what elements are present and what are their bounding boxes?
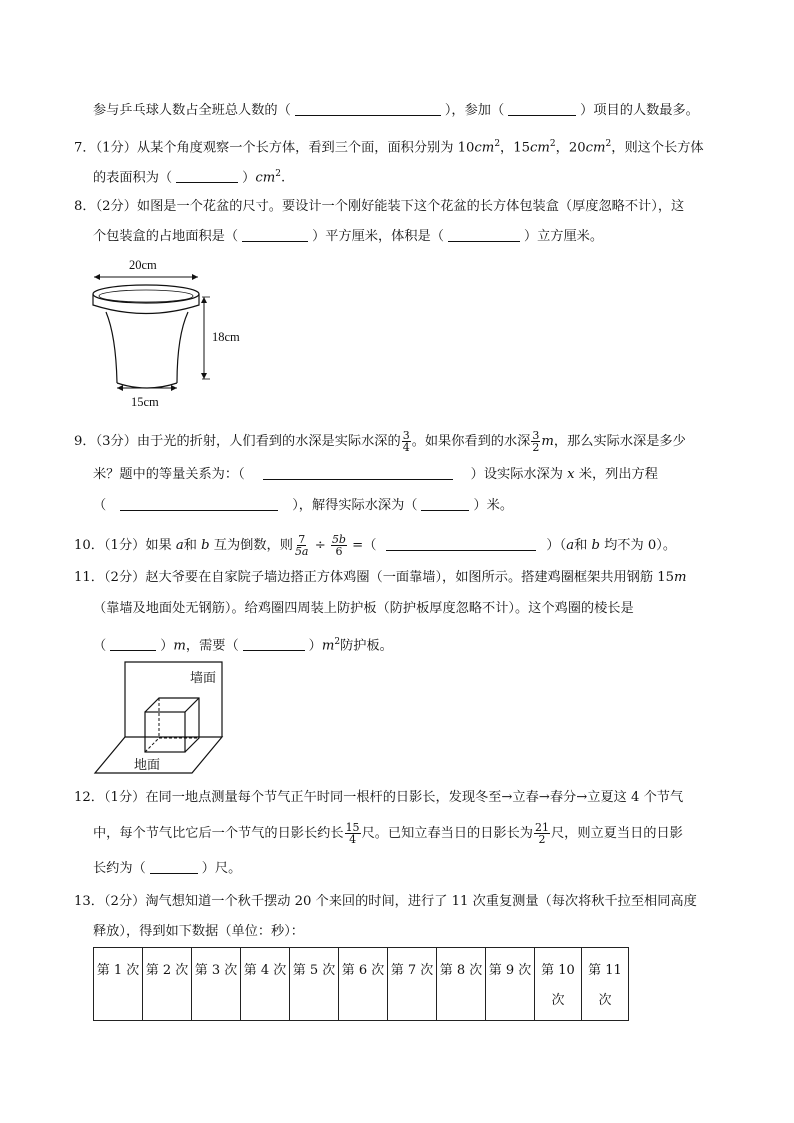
q11-text: （ <box>93 638 107 654</box>
q6-tail-line <box>93 101 699 121</box>
q8-blank-2[interactable] <box>448 228 520 242</box>
q7-line-2: 的表面积为（ ）$cm^2$. <box>93 169 286 186</box>
q7-line-1: 7．（1分）从某个角度观察一个长方体，看到三个面，面积分别为 $10cm^2$，$15cm^2$，$20cm^2$，则这个长方体 <box>74 139 704 156</box>
q7-text: ，15 <box>500 140 531 156</box>
measurement-table <box>93 947 629 1021</box>
q7-text: 的表面积为（ <box>93 170 173 186</box>
label-wall: 墙面 <box>190 670 217 685</box>
q7-text: ，则这个长方体 <box>611 140 704 156</box>
q9-text: ）设实际水深为 <box>470 467 568 482</box>
table-header-cell: 第 3 次 <box>192 948 241 1021</box>
q9-text: 。如果你看到的水深 <box>411 434 531 449</box>
table-header-cell: 第 8 次 <box>437 948 486 1021</box>
q9-line-1 <box>74 430 686 453</box>
q12-text: 尺，则立夏当日的日影 <box>551 826 683 841</box>
q10-text: ）（ <box>546 538 567 553</box>
q9-blank-2[interactable] <box>120 497 278 511</box>
divide-sign: ÷ <box>310 538 330 553</box>
q7-blank[interactable] <box>176 169 238 183</box>
q11-text: ，需要（ <box>185 638 239 654</box>
label-20cm: 20cm <box>129 258 157 272</box>
q10-text: =（ <box>347 538 377 553</box>
q11-line-3: （ ）m，需要（ ）$m^2$防护板。 <box>93 637 393 654</box>
q9-text: ）米。 <box>473 498 514 513</box>
q9-text: 米，列出方程 <box>574 467 658 482</box>
unit-cm: cm <box>255 170 276 186</box>
var-b: b <box>591 538 600 553</box>
table-header-cell: 第 6 次 <box>339 948 388 1021</box>
fraction-3-4: $\frac{3}{4}$ <box>402 429 410 454</box>
q12-text: 长约为（ <box>93 861 146 876</box>
q12-text: 中，每个节气比它后一个节气的日影长约长 <box>93 826 344 841</box>
q8-line-2 <box>93 227 603 247</box>
q8-text: ）立方厘米。 <box>523 229 604 244</box>
fraction-15-4: $\frac{15}{4}$ <box>345 821 360 846</box>
q7-text: ） <box>242 170 256 186</box>
q11-line-2: （靠墙及地面处无钢筋）。给鸡圈四周装上防护板（防护板厚度忽略不计）。这个鸡圈的棱长是 <box>93 601 634 616</box>
q9-text: （ <box>93 498 107 513</box>
q7-text: ，20 <box>555 140 586 156</box>
q9-line-3 <box>93 496 513 516</box>
var-m: m <box>541 434 554 449</box>
q10-blank[interactable] <box>386 537 536 551</box>
q6-blank-2[interactable] <box>508 102 576 116</box>
table-header-cell: 第 2 次 <box>143 948 192 1021</box>
table-header-cell: 第 11 次 <box>582 948 629 1021</box>
unit-cm: cm <box>585 140 606 156</box>
q12-text: 尺。已知立春当日的日影长为 <box>361 826 533 841</box>
label-18cm: 18cm <box>212 330 240 344</box>
var-a: a <box>566 538 575 553</box>
q11-blank-2[interactable] <box>243 637 305 651</box>
q6-blank-1[interactable] <box>295 102 441 116</box>
q10-text: 10．（1分）如果 <box>74 538 176 553</box>
q12-line-1: 12．（1分）在同一地点测量每个节气正午时同一根杆的日影长，发现冬至→立春→春分→立夏这 4 个节气 <box>74 790 684 805</box>
unit-cm: cm <box>530 140 550 156</box>
table-header-cell: 第 10 次 <box>535 948 582 1021</box>
q10-text: 均不为 0）。 <box>599 538 677 553</box>
q9-text: ），解得实际水深为（ <box>292 498 418 513</box>
q10-text: 互为倒数，则 <box>209 538 293 553</box>
fraction-5b-6: $\frac{5b}{6}$ <box>331 533 346 558</box>
table-header-cell: 第 5 次 <box>290 948 339 1021</box>
table-row <box>94 948 629 1021</box>
q12-line-2 <box>93 822 683 845</box>
q10-line <box>74 534 676 557</box>
var-a: a <box>175 538 184 553</box>
q9-blank-1[interactable] <box>263 466 453 480</box>
pot-rim <box>93 285 199 303</box>
table-header-cell: 第 9 次 <box>486 948 535 1021</box>
q12-blank[interactable] <box>150 860 198 874</box>
q6-text: ），参加（ <box>444 103 505 118</box>
var-x: x <box>567 467 575 482</box>
q9-line-2 <box>93 465 658 485</box>
var-b: b <box>201 538 210 553</box>
table-header-cell: 第 4 次 <box>241 948 290 1021</box>
table-header-cell: 第 1 次 <box>94 948 143 1021</box>
q11-text: 防护板。 <box>340 638 393 654</box>
q11-text: ） <box>160 638 174 654</box>
q13-line-2: 释放），得到如下数据（单位：秒）： <box>93 924 304 939</box>
table-header-cell: 第 7 次 <box>388 948 437 1021</box>
unit-m: m <box>674 570 687 585</box>
q8-line-1: 8．（2分）如图是一个花盆的尺寸。要设计一个刚好能装下这个花盆的长方体包装盒（厚度忽略不计），这 <box>74 199 685 214</box>
q8-text: 个包装盒的占地面积是（ <box>93 229 239 244</box>
q8-blank-1[interactable] <box>242 228 308 242</box>
q10-text: 和 <box>183 538 202 553</box>
unit-cm: cm <box>474 140 495 156</box>
q11-text: ） <box>308 638 322 654</box>
q7-text: 7．（1分）从某个角度观察一个长方体，看到三个面，面积分别为 10 <box>74 140 475 156</box>
q9-text: 米？题中的等量关系为：（ <box>93 467 245 482</box>
q12-text: ）尺。 <box>201 861 242 876</box>
q11-text: 11．（2分）赵大爷要在自家院子墙边搭正方体鸡圈（一面靠墙），如图所示。搭建鸡圈框架共用钢筋 15 <box>74 570 675 585</box>
q9-blank-3[interactable] <box>421 497 469 511</box>
q12-line-3 <box>93 859 241 879</box>
fraction-3-2: $\frac{3}{2}$ <box>532 429 540 454</box>
q10-text: 和 <box>574 538 592 553</box>
cube-front <box>145 712 185 752</box>
q11-line-1 <box>74 568 687 588</box>
q9-text: ，那么实际水深是多少 <box>553 434 686 449</box>
q6-text: 参与乒乓球人数占全班总人数的（ <box>93 103 291 118</box>
q13-line-1: 13．（2分）淘气想知道一个秋千摆动 20 个来回的时间，进行了 11 次重复测量（每次将秋千拉至相同高度 <box>74 894 697 909</box>
fraction-21-2: $\frac{21}{2}$ <box>535 821 549 846</box>
label-ground: 地面 <box>134 757 161 772</box>
unit-m: m <box>321 638 335 654</box>
q8-text: ）平方厘米，体积是（ <box>312 229 444 244</box>
q11-blank-1[interactable] <box>110 637 156 651</box>
unit-m: m <box>173 638 186 654</box>
label-15cm: 15cm <box>131 395 159 409</box>
q6-text: ）项目的人数最多。 <box>580 103 699 118</box>
fraction-7-5a: $\frac{7}{5a}$ <box>294 533 309 558</box>
q9-text: 9．（3分）由于光的折射，人们看到的水深是实际水深的 <box>74 434 401 449</box>
